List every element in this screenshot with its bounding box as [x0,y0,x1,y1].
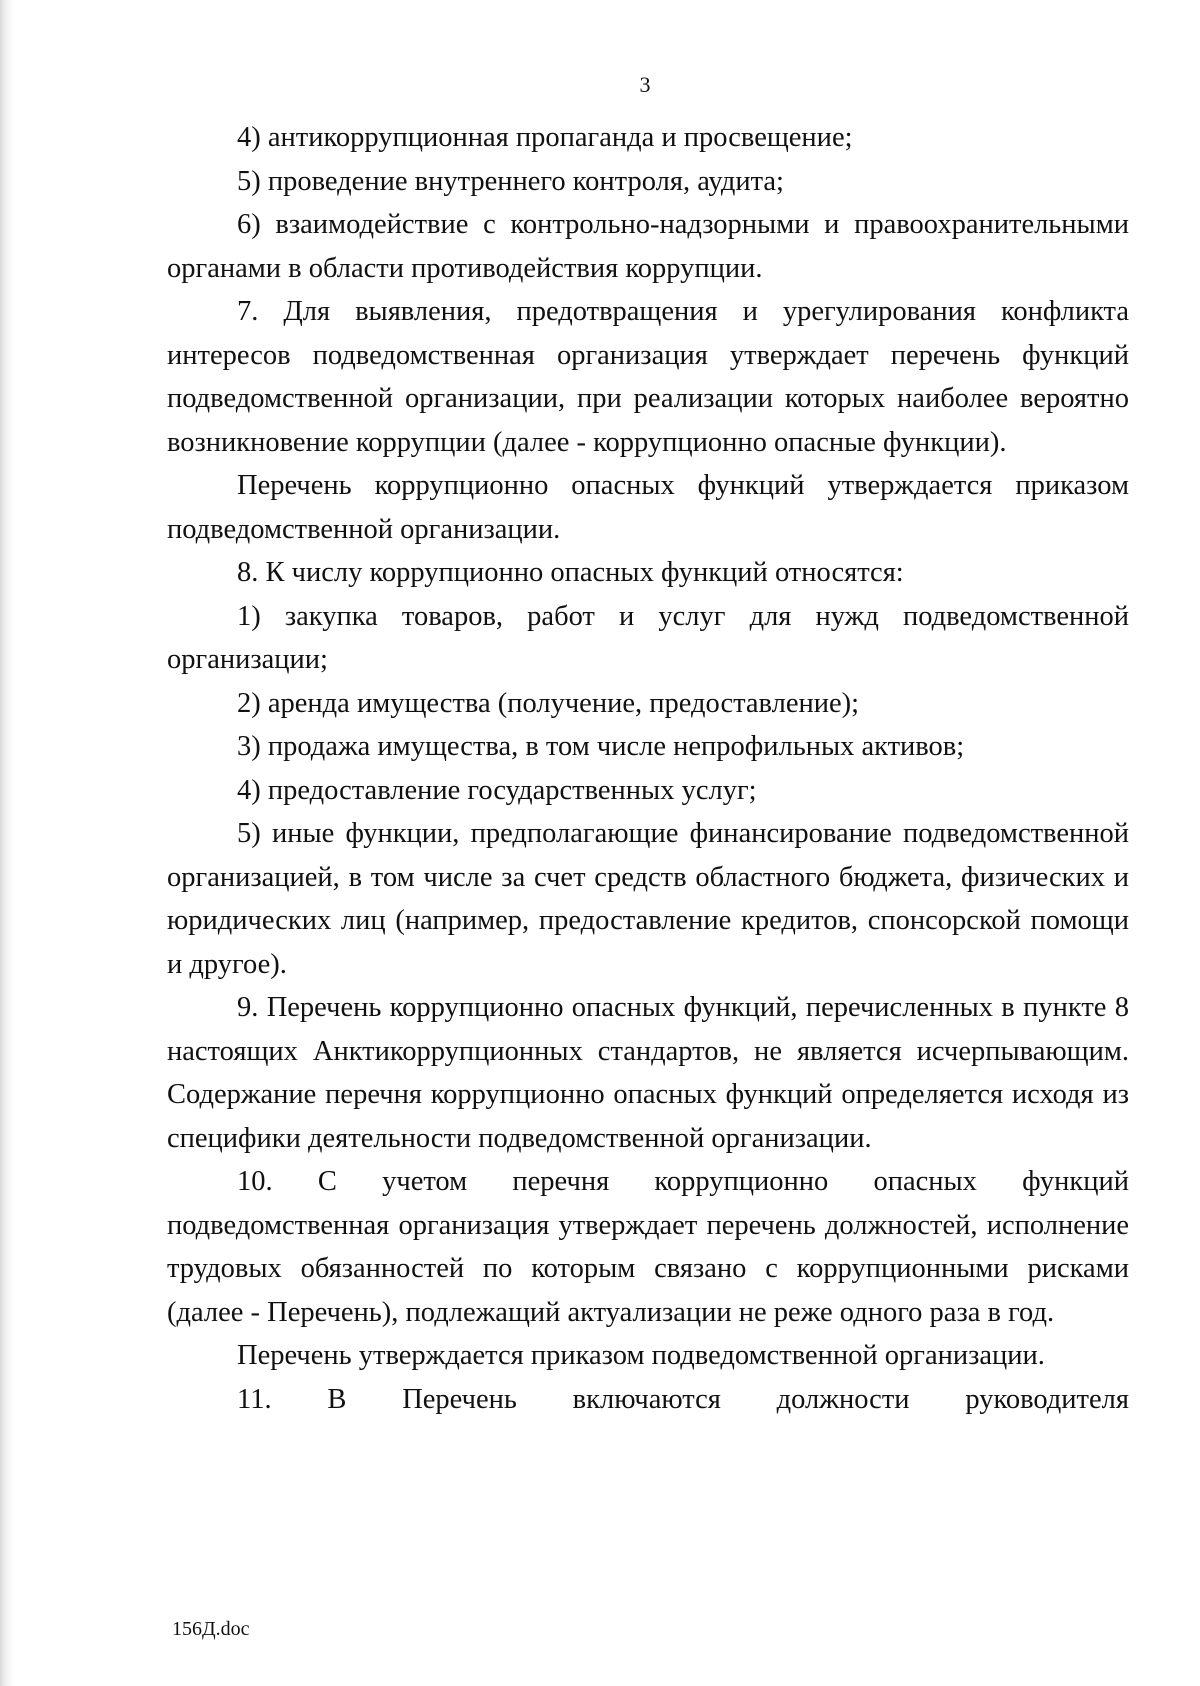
paragraph-clause-10: 10. С учетом перечня коррупционно опасных функций подведомственная организация утверждает перечень должностей, исполнение трудовых обязанностей по которым связано с коррупционными рисками (далее - Перечень), подлежащий актуализации не реже одного раза в год. [167,1166,1129,1328]
document-body [167,116,1129,1421]
paragraph-item-4: 4) антикоррупционная пропаганда и просвещение; [237,122,853,153]
paragraph-clause-8-item-5: 5) иные функции, предполагающие финансирование подведомственной организацией, в том числе за счет средств областного бюджета, физических и юридических лиц (например, предоставление кредитов, спонсорской помощи и другое). [167,818,1129,980]
paragraph-clause-9: 9. Перечень коррупционно опасных функций, перечисленных в пункте 8 настоящих Анктикоррупционных стандартов, не является исчерпывающим. Содержание перечня коррупционно опасных функций определяется исходя из специфики деятельности подведомственной организации. [167,992,1129,1154]
paragraph-clause-8-item-3: 3) продажа имущества, в том числе непрофильных активов; [237,731,965,762]
paragraph-clause-7: 7. Для выявления, предотвращения и урегулирования конфликта интересов подведомственная организация утверждает перечень функций подведомственной организации, при реализации которых наиболее вероятно возникновение коррупции (далее - коррупционно опасные функции). [167,296,1129,458]
paragraph-item-6: 6) взаимодействие с контрольно-надзорными и правоохранительными органами в области противодействия коррупции. [167,209,1129,284]
paragraph-clause-8-item-4: 4) предоставление государственных услуг; [237,774,757,806]
paragraph-item-5: 5) проведение внутреннего контроля, аудита; [237,165,784,197]
paragraph-clause-10-approval: Перечень утверждается приказом подведомственной организации. [237,1340,1045,1371]
paragraph-clause-8-item-1: 1) закупка товаров, работ и услуг для нужд подведомственной организации; [167,600,1129,675]
paragraph-clause-8-item-2: 2) аренда имущества (получение, предоставление); [237,687,860,719]
scan-edge-shadow [0,0,14,1686]
paragraph-clause-7-list: Перечень коррупционно опасных функций утверждается приказом подведомственной организации. [167,470,1129,545]
page-number: 3 [639,72,651,97]
paragraph-clause-8: 8. К числу коррупционно опасных функций относятся: [237,557,904,588]
footer-filename: 156Д.doc [172,1618,250,1640]
paragraph-clause-11: 11. В Перечень включаются должности руководителя [237,1383,1129,1415]
